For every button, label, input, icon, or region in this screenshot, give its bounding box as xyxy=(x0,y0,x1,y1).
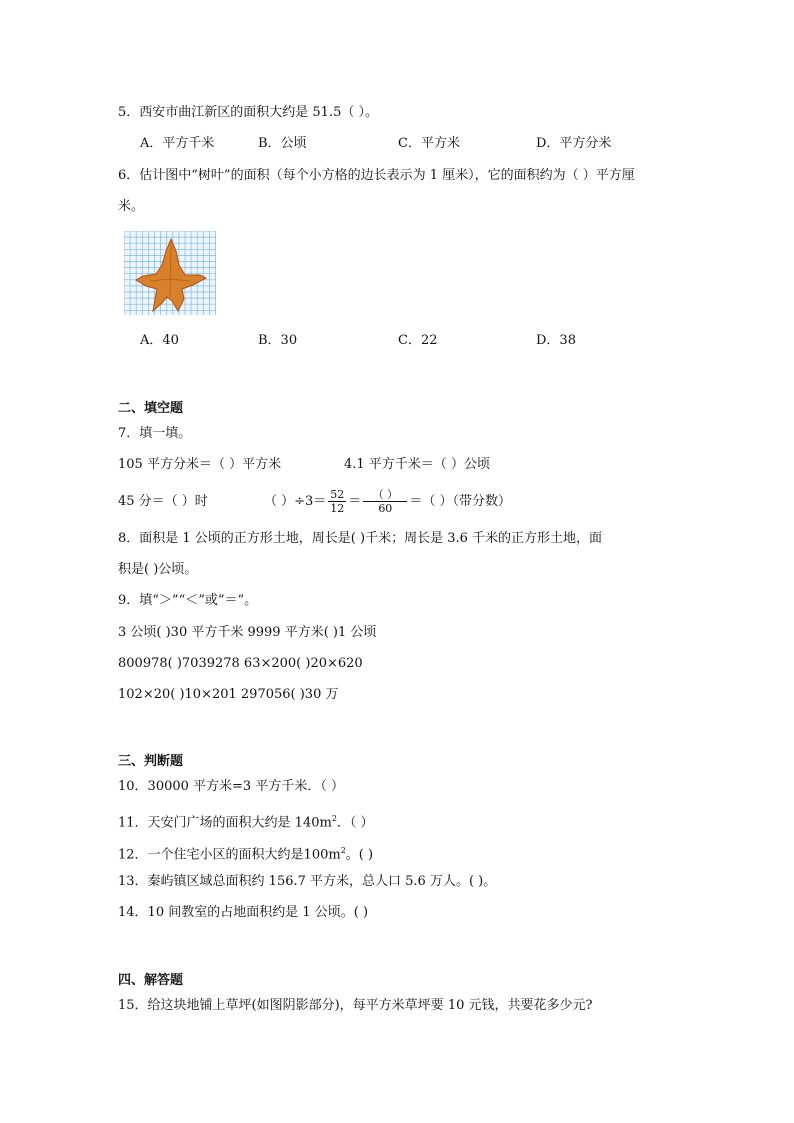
q7-row2-a: 45 分＝（ ）时 xyxy=(118,494,208,509)
leaf-grid-figure xyxy=(124,231,216,315)
q10: 10．30000 平方米=3 平方千米．（ ） xyxy=(118,779,344,794)
q6-stem-line1: 6．估计图中“树叶”的面积（每个小方格的边长表示为 1 厘米），它的面积约为（ ）平方厘 xyxy=(118,168,635,183)
q5-option-a[interactable]: A．平方千米 xyxy=(140,136,215,151)
q11: 11．天安门广场的面积大约是 $140m^2$．（ ） xyxy=(118,814,374,831)
q14: 14．10 间教室的占地面积约是 1 公顷。( ) xyxy=(118,905,369,920)
q7-row1-a: 105 平方分米＝（ ）平方米 xyxy=(118,457,282,472)
q6-option-b[interactable]: B．30 xyxy=(258,333,298,348)
q7-row2-b3: ＝（ ）（带分数） xyxy=(409,494,511,509)
q7-row2-b xyxy=(264,484,511,520)
q5-option-c[interactable]: C．平方米 xyxy=(398,136,460,151)
q7-row1-b: 4.1 平方千米＝（ ）公顷 xyxy=(344,457,490,472)
q6-option-a[interactable]: A．40 xyxy=(140,333,179,348)
q9-title: 9．填“＞”“＜”或“＝”。 xyxy=(118,593,258,608)
q7-title: 7．填一填。 xyxy=(118,426,192,441)
q12: 12．一个住宅小区的面积大约是$100m^2$。( ) xyxy=(118,846,374,863)
q5-option-b[interactable]: B．公顷 xyxy=(258,136,307,151)
section-solve-title: 四、解答题 xyxy=(118,973,184,988)
section-judgement-title: 三、判断题 xyxy=(118,754,184,769)
q5-option-d[interactable]: D．平方分米 xyxy=(536,136,612,151)
q9-row2: 800978( )7039278 63×200( )20×620 xyxy=(118,656,363,671)
q6-option-c[interactable]: C．22 xyxy=(398,333,438,348)
section-fill-blank-title: 二、填空题 xyxy=(118,401,184,416)
q9-row3: 102×20( )10×201 297056( )30 万 xyxy=(118,687,339,702)
q9-row1: 3 公顷( )30 平方千米 9999 平方米( )1 公顷 xyxy=(118,625,377,640)
q15: 15．给这块地铺上草坪(如图阴影部分)，每平方米草坪要 10 元钱，共要花多少元? xyxy=(118,998,593,1013)
q5-stem: 5．西安市曲江新区的面积大约是 51.5（ ）。 xyxy=(118,105,378,120)
q6-option-d[interactable]: D．38 xyxy=(536,333,576,348)
q7-row2-b1: （ ）÷3＝ xyxy=(264,494,327,509)
q8-line2: 积是( )公顷。 xyxy=(118,562,198,577)
q7-row2-b2: ＝ xyxy=(348,494,362,509)
fraction-blank-60: $\frac{( )}{60}$ xyxy=(363,488,407,515)
q8-line1: 8．面积是 1 公顷的正方形土地，周长是( )千米；周长是 3.6 千米的正方形土地，面 xyxy=(118,531,603,546)
fraction-52-12: $\frac{52}{12}$ xyxy=(330,488,345,515)
q13: 13．秦屿镇区域总面积约 156.7 平方米，总人口 5.6 万人。( )。 xyxy=(118,874,497,889)
q6-stem-line2: 米。 xyxy=(118,199,145,214)
